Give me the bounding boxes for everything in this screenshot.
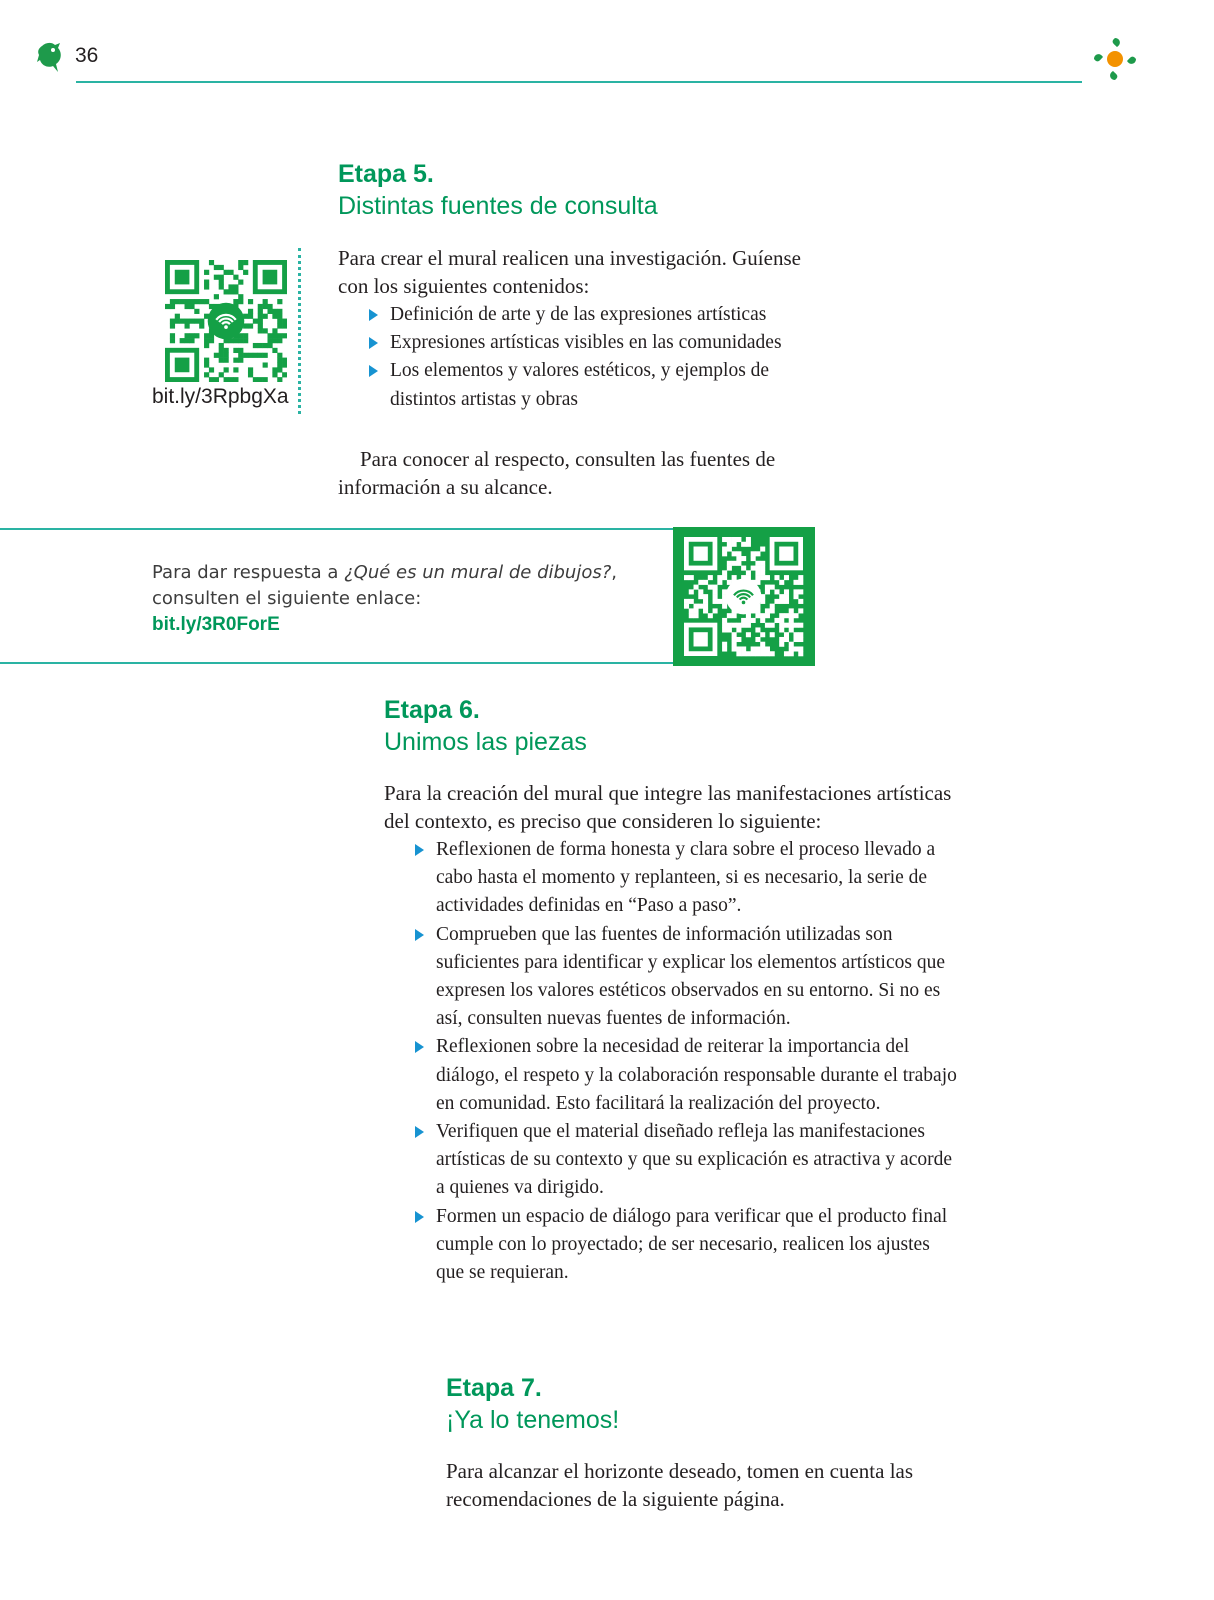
etapa6-heading xyxy=(384,694,587,758)
etapa5-title: Distintas fuentes de consulta xyxy=(338,192,658,220)
flower-logo-icon xyxy=(1090,34,1140,84)
etapa5-intro-line1: Para crear el mural realicen una investigación. Guíense xyxy=(338,246,801,270)
callout-line2: consulten el siguiente enlace: xyxy=(152,588,422,609)
etapa6-list xyxy=(410,836,960,1287)
list-item: Comprueben que las fuentes de información utilizadas son suficientes para identificar y explicar los elementos artísticos que expresen los valores estéticos observados en su entorno. Si no es así, consulten nuevas fuentes de información. xyxy=(410,921,960,1034)
etapa7-title: ¡Ya lo tenemos! xyxy=(446,1406,620,1434)
bullet-triangle-icon xyxy=(369,365,378,377)
qr-link-etapa5[interactable]: bit.ly/3RpbgXa xyxy=(152,385,289,408)
etapa5-label: Etapa 5. xyxy=(338,160,434,188)
list-item: Definición de arte y de las expresiones artísticas xyxy=(364,301,794,329)
bullet-triangle-icon xyxy=(415,929,424,941)
qr-code-callout[interactable] xyxy=(673,527,815,666)
list-item: Reflexionen sobre la necesidad de reiterar la importancia del diálogo, el respeto y la colaboración responsable durante el trabajo en comunidad. Esto facilitará la realización del proyecto. xyxy=(410,1033,960,1118)
bullet-triangle-icon xyxy=(415,1041,424,1053)
list-item: Expresiones artísticas visibles en las comunidades xyxy=(364,329,794,357)
etapa5-intro xyxy=(338,244,858,300)
etapa7-heading xyxy=(446,1372,619,1436)
page-number: 36 xyxy=(75,44,99,67)
list-item: Verifiquen que el material diseñado refleja las manifestaciones artísticas de su contexto y que su explicación es atractiva y acorde a quienes va dirigido. xyxy=(410,1118,960,1203)
etapa6-label: Etapa 6. xyxy=(384,696,480,724)
bullet-triangle-icon xyxy=(369,309,378,321)
header-rule xyxy=(76,81,1082,83)
qr-code-etapa5[interactable] xyxy=(165,260,287,382)
etapa6-intro: Para la creación del mural que integre las manifestaciones artísticas del contexto, es preciso que consideren lo siguiente: xyxy=(384,781,952,833)
etapa6-title: Unimos las piezas xyxy=(384,728,587,756)
etapa7-body: Para alcanzar el horizonte deseado, tomen en cuenta las recomendaciones de la siguiente página. xyxy=(446,1459,914,1511)
etapa7-label: Etapa 7. xyxy=(446,1374,542,1402)
bullet-triangle-icon xyxy=(415,844,424,856)
etapa5-heading xyxy=(338,158,658,222)
callout-link[interactable]: bit.ly/3R0ForE xyxy=(152,614,280,635)
dotted-divider xyxy=(298,248,301,414)
etapa5-list xyxy=(364,301,794,414)
list-item: Formen un espacio de diálogo para verificar que el producto final cumple con lo proyectado; de ser necesario, realicen los ajustes que se requieran. xyxy=(410,1203,960,1288)
callout-line1: Para dar respuesta a ¿Qué es un mural de dibujos?, xyxy=(152,562,618,583)
callout-text xyxy=(152,560,617,638)
bullet-triangle-icon xyxy=(415,1211,424,1223)
quetzal-icon xyxy=(36,40,68,74)
list-item: Reflexionen de forma honesta y clara sobre el proceso llevado a cabo hasta el momento y replanteen, si es necesario, la serie de actividades definidas en “Paso a paso”. xyxy=(410,836,960,921)
etapa5-intro-line2: con los siguientes contenidos: xyxy=(338,274,590,298)
list-item: Los elementos y valores estéticos, y ejemplos de distintos artistas y obras xyxy=(364,357,794,413)
etapa5-closing: Para conocer al respecto, consulten las fuentes de información a su alcance. xyxy=(338,447,776,499)
bullet-triangle-icon xyxy=(415,1126,424,1138)
bullet-triangle-icon xyxy=(369,337,378,349)
